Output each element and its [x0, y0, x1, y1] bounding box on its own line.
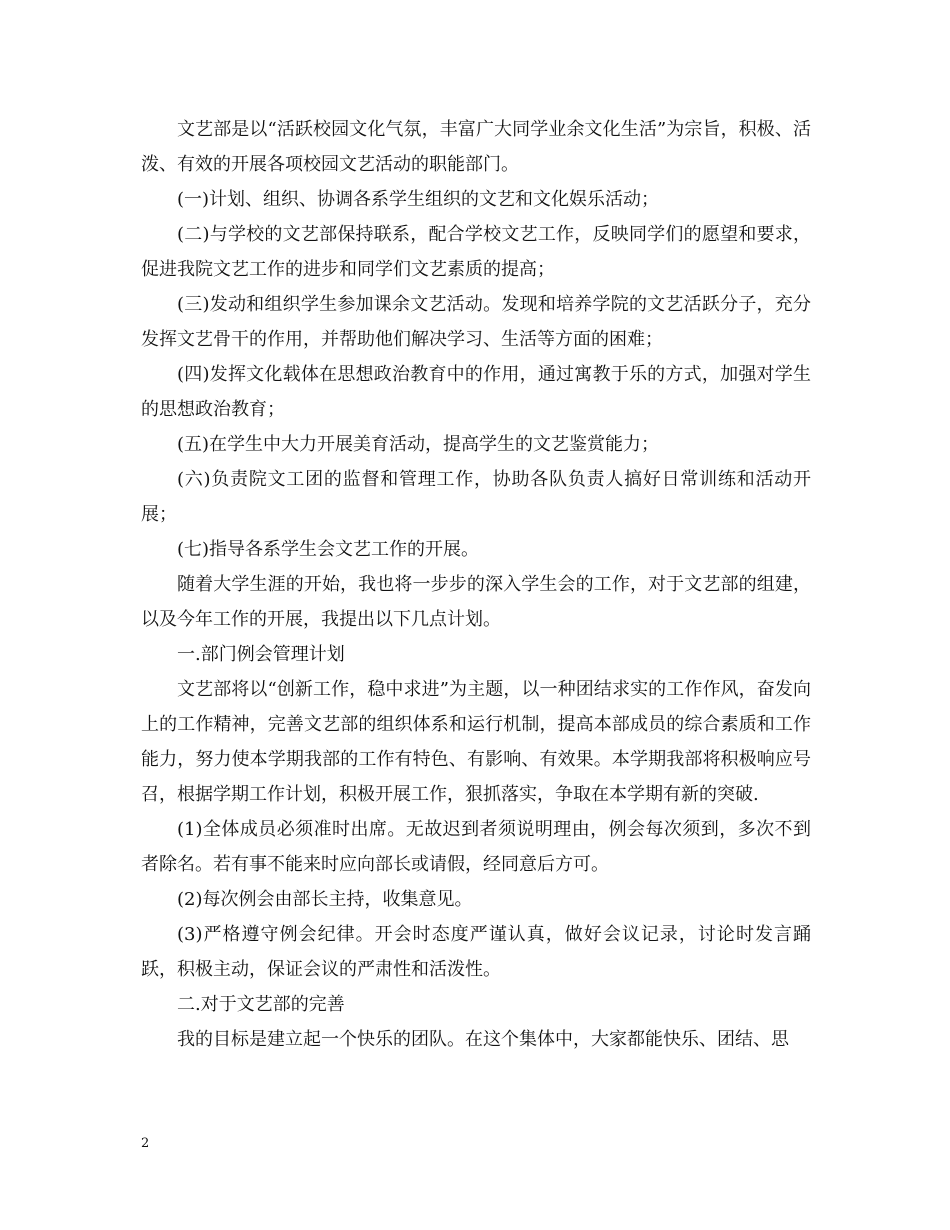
paragraph-goal: 我的目标是建立起一个快乐的团队。在这个集体中，大家都能快乐、团结、思	[177, 1029, 789, 1050]
paragraph-duty-7: (七)指导各系学生会文艺工作的开展。	[177, 539, 480, 560]
paragraph-duty-2: (二)与学校的文艺部保持联系，配合学校文艺工作，反映同学们的愿望和要求，促进我院文艺工作的进步和同学们文艺素质的提高；	[141, 224, 811, 280]
paragraph-duty-3: (三)发动和组织学生参加课余文艺活动。发现和培养学院的文艺活跃分子，充分发挥文艺骨干的作用，并帮助他们解决学习、生活等方面的困难；	[141, 294, 811, 350]
section-heading-improvement: 二.对于文艺部的完善	[177, 994, 345, 1015]
paragraph-rule-1: (1)全体成员必须准时出席。无故迟到者须说明理由，例会每次须到，多次不到者除名。若有事不能来时应向部长或请假，经同意后方可。	[141, 819, 811, 875]
paragraph-rule-2: (2)每次例会由部长主持，收集意见。	[177, 889, 473, 910]
paragraph-meeting-theme: 文艺部将以“创新工作，稳中求进”为主题，以一种团结求实的工作作风，奋发向上的工作精神，完善文艺部的组织体系和运行机制，提高本部成员的综合素质和工作能力，努力使本学期我部的工作有特色、有影响、有效果。本学期我部将积极响应号召，根据学期工作计划，积极开展工作，狠抓落实，争取在本学期有新的突破.	[141, 679, 811, 805]
paragraph-intro: 文艺部是以“活跃校园文化气氛，丰富广大同学业余文化生活”为宗旨，积极、活泼、有效的开展各项校园文艺活动的职能部门。	[141, 119, 811, 175]
section-heading-meeting-plan: 一.部门例会管理计划	[177, 644, 345, 665]
paragraph-duty-1: (一)计划、组织、协调各系学生组织的文艺和文化娱乐活动；	[177, 189, 660, 210]
document-body	[141, 112, 811, 1057]
paragraph-duty-4: (四)发挥文化载体在思想政治教育中的作用，通过寓教于乐的方式，加强对学生的思想政治教育；	[141, 364, 811, 420]
paragraph-duty-5: (五)在学生中大力开展美育活动，提高学生的文艺鉴赏能力；	[177, 434, 660, 455]
paragraph-duty-6: (六)负责院文工团的监督和管理工作，协助各队负责人搞好日常训练和活动开展；	[141, 469, 811, 525]
paragraph-plan-intro: 随着大学生涯的开始，我也将一步步的深入学生会的工作，对于文艺部的组建，以及今年工作的开展，我提出以下几点计划。	[141, 574, 811, 630]
page-number: 2	[141, 1136, 150, 1151]
paragraph-rule-3: (3)严格遵守例会纪律。开会时态度严谨认真，做好会议记录，讨论时发言踊跃，积极主动，保证会议的严肃性和活泼性。	[141, 924, 811, 980]
